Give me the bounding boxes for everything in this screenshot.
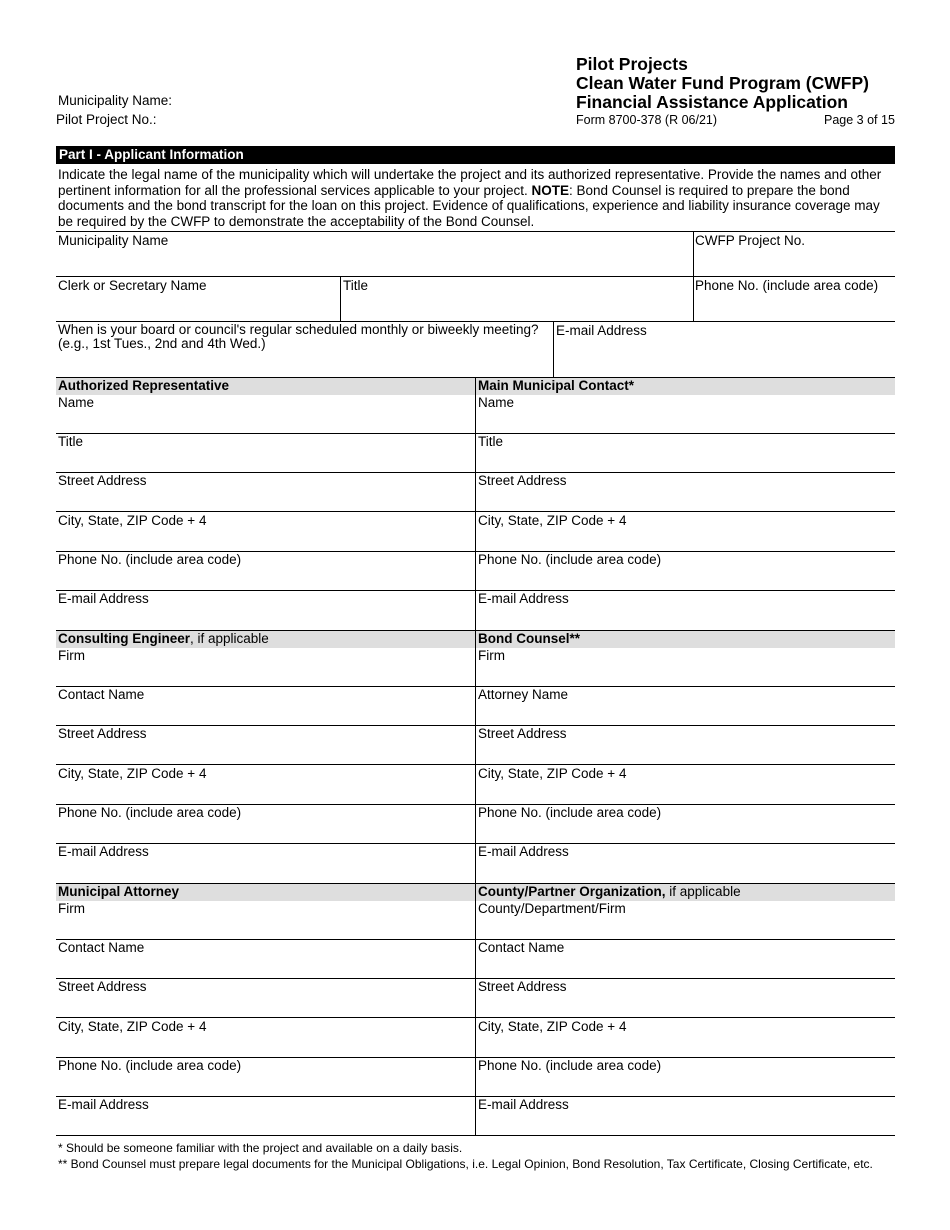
section-title-suffix: if applicable xyxy=(665,884,741,899)
municipal-attorney-field[interactable]: E-mail Address xyxy=(58,1097,149,1112)
municipality-name-field[interactable]: Municipality Name xyxy=(58,233,169,248)
section-title-bold: Main Municipal Contact* xyxy=(478,378,635,393)
municipal-attorney-field[interactable]: Phone No. (include area code) xyxy=(58,1058,242,1073)
bond-counsel-field[interactable]: Firm xyxy=(478,648,505,663)
divider xyxy=(56,764,475,765)
section-title-bold: Bond Counsel** xyxy=(478,631,581,646)
part-1-heading: Part I - Applicant Information xyxy=(56,146,895,164)
main-contact-field[interactable]: E-mail Address xyxy=(478,591,569,606)
cwfp-project-no-field[interactable]: CWFP Project No. xyxy=(695,233,806,248)
divider xyxy=(56,511,475,512)
main-contact-field[interactable]: Title xyxy=(478,434,504,449)
intro-text-1: Indicate the legal name of the municipality which will undertake the project and its authorized representative. Provide the names and other pertinent information for all the professional services applicable to your project. xyxy=(58,167,882,198)
section-title-bold: Authorized Representative xyxy=(58,378,230,393)
divider xyxy=(475,1017,895,1018)
note-label: NOTE xyxy=(531,182,570,198)
meeting-example: (e.g., 1st Tues., 2nd and 4th Wed.) xyxy=(58,336,266,351)
divider xyxy=(553,321,554,377)
page-number: Page 3 of 15 xyxy=(824,113,895,127)
municipal-attorney-field[interactable]: City, State, ZIP Code + 4 xyxy=(58,1019,207,1034)
divider xyxy=(56,1135,895,1136)
consulting-engineer-field[interactable]: City, State, ZIP Code + 4 xyxy=(58,766,207,781)
bond-counsel-field[interactable]: E-mail Address xyxy=(478,844,569,859)
bond-counsel-field[interactable]: City, State, ZIP Code + 4 xyxy=(478,766,627,781)
county-partner-field[interactable]: Phone No. (include area code) xyxy=(478,1058,662,1073)
divider xyxy=(475,377,476,630)
bond-counsel-title xyxy=(478,631,580,646)
county-partner-field[interactable]: Contact Name xyxy=(478,940,565,955)
divider xyxy=(56,1017,475,1018)
clerk-name-field[interactable]: Clerk or Secretary Name xyxy=(58,278,207,293)
divider xyxy=(475,883,476,1136)
county-partner-field[interactable]: County/Department/Firm xyxy=(478,901,626,916)
consulting-engineer-field[interactable]: Contact Name xyxy=(58,687,145,702)
authorized-rep-field[interactable]: City, State, ZIP Code + 4 xyxy=(58,513,207,528)
municipal-attorney-field[interactable]: Contact Name xyxy=(58,940,145,955)
clerk-phone-field[interactable]: Phone No. (include area code) xyxy=(695,278,879,293)
authorized-rep-field[interactable]: Name xyxy=(58,395,95,410)
footnote-double: ** Bond Counsel must prepare legal documents for the Municipal Obligations, i.e. Legal Opinion, Bond Resolution, Tax Certificate, Closing Certificate, etc. xyxy=(58,1157,873,1171)
authorized-rep-field[interactable]: E-mail Address xyxy=(58,591,149,606)
main-contact-field[interactable]: Street Address xyxy=(478,473,567,488)
section-title-bold: County/Partner Organization, xyxy=(478,884,666,899)
pilot-project-no-label: Pilot Project No.: xyxy=(56,112,157,127)
consulting-engineer-title xyxy=(58,631,269,646)
municipal-attorney-title xyxy=(58,884,179,899)
section-title-bold: Municipal Attorney xyxy=(58,884,180,899)
consulting-engineer-field[interactable]: Street Address xyxy=(58,726,147,741)
bond-counsel-field[interactable]: Phone No. (include area code) xyxy=(478,805,662,820)
divider xyxy=(56,231,895,232)
section-title-suffix: , if applicable xyxy=(190,631,269,646)
consulting-engineer-field[interactable]: Firm xyxy=(58,648,85,663)
main-contact-field[interactable]: City, State, ZIP Code + 4 xyxy=(478,513,627,528)
bond-counsel-field[interactable]: Attorney Name xyxy=(478,687,569,702)
municipal-attorney-field[interactable]: Street Address xyxy=(58,979,147,994)
consulting-engineer-field[interactable]: Phone No. (include area code) xyxy=(58,805,242,820)
meeting-question: When is your board or council's regular scheduled monthly or biweekly meeting? xyxy=(58,322,539,337)
main-contact-field[interactable]: Name xyxy=(478,395,515,410)
divider xyxy=(475,630,476,883)
authorized-rep-title xyxy=(58,378,229,393)
divider xyxy=(340,276,341,321)
consulting-engineer-field[interactable]: E-mail Address xyxy=(58,844,149,859)
section-title-bold: Consulting Engineer xyxy=(58,631,191,646)
divider xyxy=(475,511,895,512)
divider xyxy=(56,433,475,434)
intro-paragraph xyxy=(58,167,894,229)
county-partner-field[interactable]: Street Address xyxy=(478,979,567,994)
title-line-3: Financial Assistance Application xyxy=(576,92,848,112)
county-partner-title xyxy=(478,884,741,899)
municipal-attorney-field[interactable]: Firm xyxy=(58,901,85,916)
clerk-email-field[interactable]: E-mail Address xyxy=(556,323,647,338)
title-line-1: Pilot Projects xyxy=(576,54,688,74)
title-line-2: Clean Water Fund Program (CWFP) xyxy=(576,73,869,93)
authorized-rep-field[interactable]: Street Address xyxy=(58,473,147,488)
divider xyxy=(475,433,895,434)
form-number: Form 8700-378 (R 06/21) xyxy=(576,113,718,127)
county-partner-field[interactable]: City, State, ZIP Code + 4 xyxy=(478,1019,627,1034)
main-contact-field[interactable]: Phone No. (include area code) xyxy=(478,552,662,567)
authorized-rep-field[interactable]: Phone No. (include area code) xyxy=(58,552,242,567)
meeting-schedule-field[interactable] xyxy=(58,323,539,351)
county-partner-field[interactable]: E-mail Address xyxy=(478,1097,569,1112)
main-contact-title xyxy=(478,378,634,393)
bond-counsel-field[interactable]: Street Address xyxy=(478,726,567,741)
divider xyxy=(56,276,895,277)
authorized-rep-field[interactable]: Title xyxy=(58,434,84,449)
footnote-single: * Should be someone familiar with the project and available on a daily basis. xyxy=(58,1141,463,1155)
clerk-title-field[interactable]: Title xyxy=(343,278,369,293)
intro-text-2: : Bond Counsel is required to prepare the bond documents and the bond transcript for the loan on this project. Evidence of qualifications, experience and liability insurance coverage may be required by the CWFP to demonstrate the acceptability of the Bond Counsel. xyxy=(58,182,880,229)
divider xyxy=(475,764,895,765)
municipality-name-label: Municipality Name: xyxy=(58,93,173,108)
